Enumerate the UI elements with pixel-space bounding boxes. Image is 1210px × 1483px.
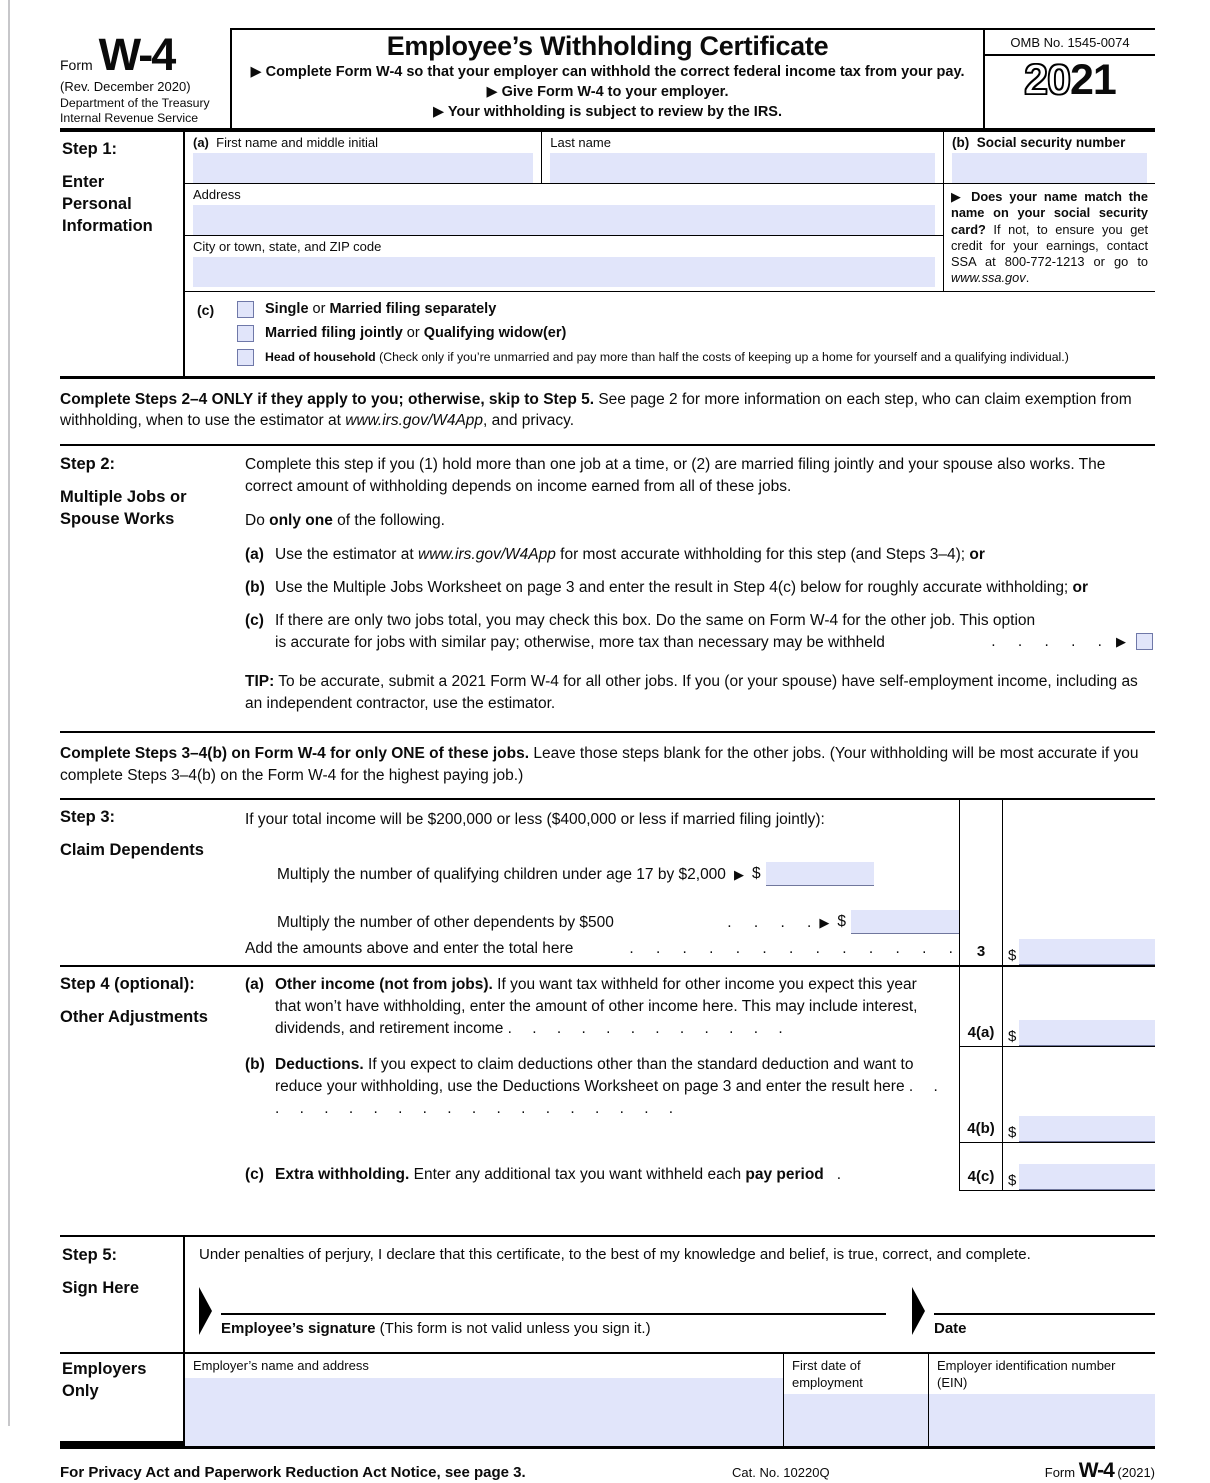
head-of-household-checkbox[interactable] (237, 349, 254, 366)
ssn-label: (b) Social security number (952, 135, 1126, 150)
total-credits-input[interactable] (1019, 939, 1155, 965)
line-4a-amount (1003, 967, 1155, 1047)
step4-section (60, 967, 1155, 1237)
deductions-input[interactable] (1019, 1116, 1155, 1142)
form-title: Employee’s Withholding Certificate (386, 31, 829, 61)
married-filing-jointly-checkbox[interactable] (237, 325, 254, 342)
address-label: Address (193, 187, 241, 202)
step2-option-b: (b) Use the Multiple Jobs Worksheet on page 3 and enter the result in Step 4(c) below for roughly accurate withholding; or (245, 578, 1089, 596)
form-title-block (230, 28, 983, 128)
revision-date: (Rev. December 2020) (60, 79, 191, 94)
dollar-sign: $ (1008, 1124, 1017, 1142)
signature-arrow-icon (199, 1287, 212, 1335)
form-identity (60, 28, 230, 128)
step2-section (60, 446, 1155, 733)
line-4b-number: 4(b) (959, 1047, 1003, 1143)
dot-leader: . . . . . (991, 632, 1102, 650)
arrow-icon: ▶ (733, 866, 744, 882)
first-name-label: (a) First name and middle initial (193, 135, 378, 150)
line-4a-number: 4(a) (959, 967, 1003, 1047)
line-3-number: 3 (959, 934, 1003, 965)
extra-withholding-line: (c) Extra withholding. Enter any additional tax you want withheld each pay period . (245, 1166, 842, 1184)
ssa-name-match-note: ▶ Does your name match the name on your social security card? If not, to ensure you get credit for your earnings, contact SSA at 800-772-1213 or go to www.ssa.gov. (951, 189, 1148, 286)
date-label: Date (934, 1320, 967, 1338)
w4-form (60, 28, 1155, 1483)
step1-name: Enter Personal Information (62, 173, 153, 235)
city-state-zip-label: City or town, state, and ZIP code (193, 239, 382, 254)
header-instruction-1: ▶ Complete Form W-4 so that your employer can withhold the correct federal income tax from your pay. (250, 64, 965, 80)
last-name-label: Last name (550, 135, 611, 150)
employee-signature-field[interactable] (221, 1287, 886, 1315)
arrow-icon: ▶ (819, 914, 830, 930)
header-instruction-3: ▶ Your withholding is subject to review by the IRS. (433, 104, 782, 120)
header-instruction-2: ▶ Give Form W-4 to your employer. (486, 84, 729, 100)
footer-form-number: W-4 (1078, 1459, 1114, 1483)
ein-input[interactable] (929, 1394, 1155, 1447)
step2-label: Step 2: (60, 454, 116, 473)
filing-status-tag: (c) (197, 301, 215, 318)
dollar-sign: $ (1008, 1028, 1017, 1046)
amount-cell (1003, 886, 1155, 934)
step3-label: Step 3: (60, 808, 116, 827)
first-date-employment-label: First date of employment (792, 1358, 863, 1390)
form-header (60, 28, 1155, 132)
employers-only-label: Employers Only (62, 1360, 147, 1401)
date-arrow-icon (912, 1287, 925, 1335)
dot-leader: . . . . . . . . . . . . . (629, 940, 953, 958)
steps-2-4-note: Complete Steps 2–4 ONLY if they apply to you; otherwise, skip to Step 5. See page 2 for more information on each step, who can claim exemption from withholding, when to use the estimator at www.irs.gov/W4App, and privacy. (60, 379, 1155, 446)
row-number-cell (959, 836, 1003, 886)
ein-label: Employer identification number (EIN) (937, 1358, 1116, 1390)
footer-form-id: Form W-4 (2021) (1044, 1459, 1155, 1483)
filing-status-option-married-jointly (237, 325, 1155, 342)
employer-name-address-label: Employer’s name and address (193, 1358, 369, 1374)
step5-label: Step 5: (62, 1246, 118, 1265)
department-line1: Department of the Treasury (60, 96, 210, 110)
arrow-icon: ▶ (1116, 633, 1126, 649)
omb-year-block (983, 28, 1155, 128)
step1-label: Step 1: (62, 140, 118, 158)
form-footer (60, 1449, 1155, 1483)
step2-option-a: (a) Use the estimator at www.irs.gov/W4App for most accurate withholding for this step (and Steps 3–4); or (245, 545, 985, 563)
dot-leader: . (836, 1166, 842, 1184)
two-jobs-checkbox[interactable] (1136, 633, 1153, 650)
department-line2: Internal Revenue Service (60, 111, 199, 125)
other-dependents-amount-input[interactable] (851, 910, 959, 934)
w4app-link: www.irs.gov/W4App (345, 412, 484, 430)
dot-leader: . . . . (727, 914, 812, 932)
last-name-input[interactable] (550, 153, 935, 183)
step4-label: Step 4 (optional): (60, 975, 195, 994)
steps-3-4b-note: Complete Steps 3–4(b) on Form W-4 for only ONE of these jobs. Leave those steps blank for the other jobs. (Your withholding will be most accurate if you complete Steps 3–4(b) on the Form W-4 for the highest paying job.) (60, 733, 1155, 800)
other-income-input[interactable] (1019, 1020, 1155, 1046)
step3-name: Claim Dependents (60, 841, 204, 860)
dollar-sign: $ (1008, 947, 1017, 965)
deductions-line: (b) Deductions. If you expect to claim deductions other than the standard deduction and want to reduce your withholding, use the Deductions Worksheet on page 3 and enter the result here . . . . . . . . . . . . . . . . . . . (245, 1056, 938, 1118)
dollar-sign: $ (1008, 1172, 1017, 1190)
line-4c-number: 4(c) (959, 1143, 1003, 1191)
step2-paragraph: Complete this step if you (1) hold more than one job at a time, or (2) are married filing jointly and your spouse also works. The correct amount of withholding depends on income earned from all of these jobs. (245, 455, 1106, 495)
step1-section (60, 132, 1155, 379)
tax-year-outline: 20 (1024, 56, 1070, 104)
form-number: W-4 (98, 29, 175, 80)
step5-section (60, 1237, 1155, 1354)
date-field[interactable] (934, 1287, 1155, 1315)
qualifying-children-amount-input[interactable] (766, 862, 874, 886)
tax-year (985, 56, 1155, 104)
step3-intro: If your total income will be $200,000 or less ($400,000 or less if married filing jointly): (245, 811, 825, 829)
single-or-married-separately-checkbox[interactable] (237, 301, 254, 318)
form-word: Form (60, 57, 93, 73)
address-input[interactable] (193, 205, 935, 235)
tax-year-bold: 21 (1070, 56, 1116, 104)
employers-only-section (60, 1354, 1155, 1449)
employer-name-address-input[interactable] (185, 1378, 783, 1447)
step4-name: Other Adjustments (60, 1008, 208, 1027)
omb-number: OMB No. 1545-0074 (985, 30, 1155, 56)
filing-status-option-head-of-household (237, 349, 1155, 366)
line-4c-amount (1003, 1143, 1155, 1191)
step2-tip: TIP: To be accurate, submit a 2021 Form W-4 for all other jobs. If you (or your spouse) have self-employment income, including as an independent contractor, use the estimator. (245, 672, 1138, 712)
option-label: Head of household (Check only if you’re unmarried and pay more than half the costs of keeping up a home for yourself and a qualifying individual.) (265, 350, 1069, 364)
row-number-cell (959, 886, 1003, 934)
filing-status-group (185, 292, 1155, 376)
catalog-number: Cat. No. 10220Q (732, 1465, 830, 1481)
dollar-sign: $ (751, 865, 761, 883)
line-3-amount (1003, 934, 1155, 965)
option-label: Single or Married filing separately (265, 301, 497, 317)
total-credits-line: Add the amounts above and enter the total here . . . . . . . . . . . . . (245, 934, 959, 965)
extra-withholding-input[interactable] (1019, 1164, 1155, 1190)
amount-cell (1003, 836, 1155, 886)
privacy-act-notice: For Privacy Act and Paperwork Reduction Act Notice, see page 3. (60, 1464, 526, 1482)
other-dependents-line: Multiply the number of other dependents by $500 . . . . ▶ $ (245, 886, 959, 934)
row-number-cell (959, 800, 1003, 836)
page-edge-line (8, 0, 10, 1426)
dot-leader: . . . . . . . . . . . . . . . . . . . (275, 1078, 938, 1118)
step2-option-c: (c) If there are only two jobs total, you may check this box. Do the same on Form W-4 for the other job. This option is accurate for jobs with similar pay; otherwise, more tax than necessary may be withheld . . . . . ▶ (245, 610, 1155, 654)
city-state-zip-input[interactable] (193, 257, 935, 287)
ssa-gov-link: www.ssa.gov (951, 270, 1026, 286)
perjury-statement: Under penalties of perjury, I declare that this certificate, to the best of my knowledge and belief, is true, correct, and complete. (199, 1246, 1031, 1264)
step2-do-only-one: Do only one of the following. (245, 511, 445, 529)
w4app-link: www.irs.gov/W4App (418, 545, 556, 563)
other-income-line: (a) Other income (not from jobs). If you want tax withheld for other income you expect this year that won’t have withholding, enter the amount of other income here. This may include interest, dividends, and retirement income . . . . . . . . . . . . (245, 976, 918, 1038)
line-4b-amount (1003, 1047, 1155, 1143)
dollar-sign: $ (837, 913, 846, 931)
step2-name: Multiple Jobs or Spouse Works (60, 487, 187, 528)
amount-cell (1003, 800, 1155, 836)
filing-status-option-single (237, 301, 1155, 318)
dot-leader: . . . . . . . . . . . . (507, 1020, 783, 1038)
step5-name: Sign Here (62, 1279, 140, 1298)
qualifying-children-line: Multiply the number of qualifying children under age 17 by $2,000 ▶ $ (245, 836, 959, 886)
first-date-employment-input[interactable] (784, 1394, 928, 1447)
first-name-input[interactable] (193, 153, 533, 183)
option-label: Married filing jointly or Qualifying widow(er) (265, 325, 567, 341)
step3-section (60, 800, 1155, 967)
ssn-input[interactable] (952, 153, 1147, 183)
signature-label: Employee’s signature (This form is not valid unless you sign it.) (221, 1320, 651, 1338)
